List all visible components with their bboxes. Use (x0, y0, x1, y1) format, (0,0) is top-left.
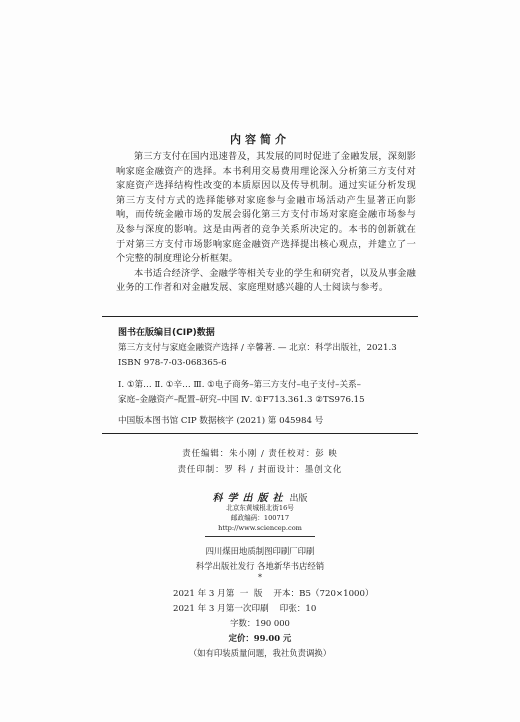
summary-paragraph-1: 第三方支付在国内迅速普及，其发展的同时促进了金融发展，深刻影响家庭金融资产的选择。本书利用交易费用理论深入分析第三方支付对家庭资产选择结构性改变的本质原因以及传导机制。通过实证分析发现第三方支付方式的选择能够对家庭参与金融市场活动产生显著正向影响，而传统金融市场的发展会弱化第三方支付市场对家庭金融市场参与及参与深度的影响。这是由两者的竞争关系所决定的。本书的创新就在于对第三方支付市场影响家庭金融资产选择提出核心观点，并建立了一个完整的制度理论分析框架。 (116, 151, 416, 265)
cip-bottom-rule (102, 433, 418, 434)
summary-paragraph-2: 本书适合经济学、金融学等相关专业的学生和研究者，以及从事金融业务的工作者和对金融发展、家庭理财感兴趣的人士阅读与参考。 (116, 267, 416, 294)
editor-line: 责任编辑：朱小刚 / 责任校对：彭 映 (182, 448, 338, 458)
cip-top-rule (102, 316, 418, 317)
distributor-line: 科学出版社发行 各地新华书店经销 (195, 561, 325, 571)
publisher-url: http://www.sciencep.com (218, 524, 302, 532)
cip-line-4: 家庭–金融资产–配置–研究–中国 Ⅳ. ①F713.361.3 ②TS976.15 (118, 395, 365, 405)
separator-star: * (258, 573, 262, 582)
summary-title: 内容简介 (230, 133, 290, 146)
publisher-divider (205, 536, 315, 537)
cip-line-1: 第三方支付与家庭金融资产选择 / 辛馨著. — 北京：科学出版社，2021.3 (118, 343, 397, 353)
word-count: 字数：190 000 (230, 618, 290, 628)
cip-heading: 图书在版编目(CIP)数据 (118, 328, 215, 338)
cip-line-3: Ⅰ. ①第… Ⅱ. ①辛… Ⅲ. ①电子商务–第三方支付–电子支付–关系– (118, 380, 361, 390)
publisher-postcode: 邮政编码：100717 (230, 514, 290, 522)
edition-line: 2021 年 3 月第 一 版 开本：B5（720×1000） (173, 589, 374, 599)
printer-line: 四川煤田地质制图印刷厂印刷 (205, 546, 315, 556)
cip-number: 中国版本图书馆 CIP 数据核字 (2021) 第 045984 号 (118, 416, 324, 426)
publisher-address: 北京东黄城根北街16号 (226, 504, 294, 512)
price: 定价：99.00 元 (228, 633, 292, 643)
quality-note: （如有印装质量问题，我社负责调换） (188, 648, 332, 658)
publisher-mark (0, 486, 520, 505)
publisher-label: 出版 (289, 494, 308, 504)
publisher-logo: 科学出版社 (212, 493, 288, 504)
printing-line: 2021 年 3 月第一次印刷 印张：10 (173, 604, 317, 614)
production-line: 责任印制：罗 科 / 封面设计：墨创文化 (177, 464, 343, 474)
summary-body (116, 150, 416, 296)
cip-isbn: ISBN 978-7-03-068365-6 (118, 358, 227, 368)
